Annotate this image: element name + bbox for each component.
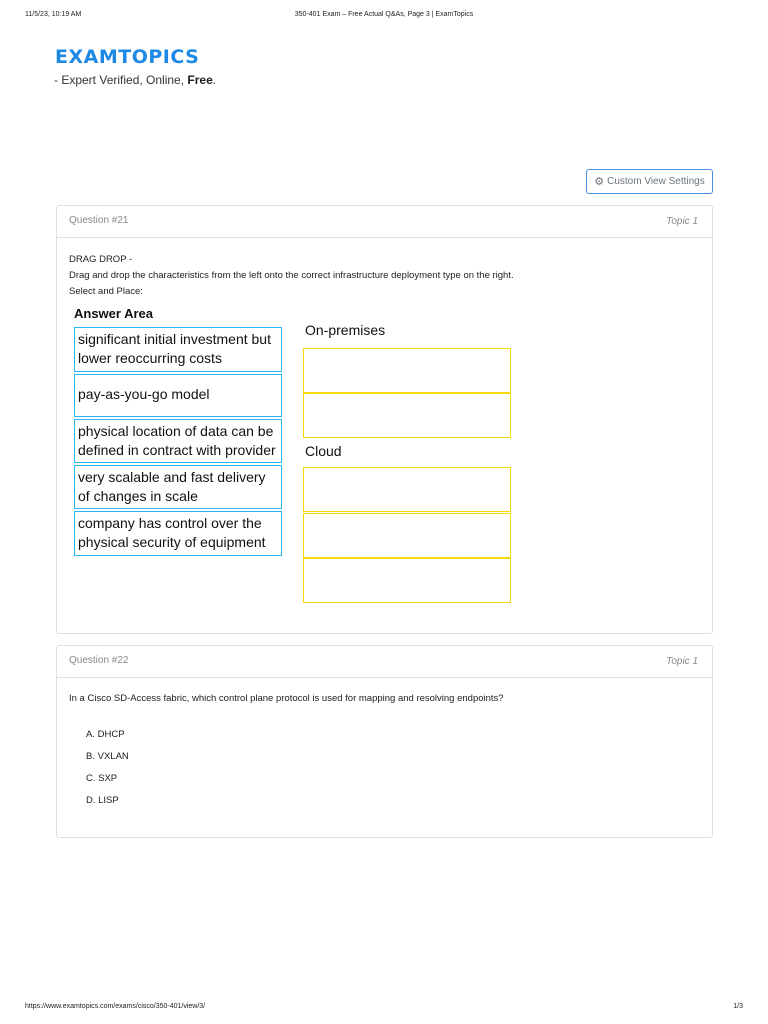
print-page-number: 1/3 [733,1003,743,1010]
drag-item[interactable]: physical location of data can be defined in contract with provider [74,419,282,463]
option-c[interactable]: C. SXP [86,773,118,784]
examtopics-logo[interactable] [55,46,199,68]
print-header [0,11,768,23]
drag-item[interactable]: pay-as-you-go model [74,374,282,417]
custom-view-settings-button[interactable] [586,169,713,194]
question-card-21 [56,205,713,634]
answer-area-title: Answer Area [74,306,153,321]
cloud-heading: Cloud [305,443,342,459]
option-d[interactable]: D. LISP [86,795,119,806]
question-header [57,646,712,678]
gear-icon: ⚙ [594,176,605,188]
print-footer [0,1003,768,1015]
question-number: Question #21 [69,215,129,226]
print-page-title: 350-401 Exam – Free Actual Q&As, Page 3 | ExamTopics [294,11,474,18]
custom-view-settings-label: Custom View Settings [607,176,705,187]
drop-slot[interactable] [303,393,511,438]
drag-item[interactable]: significant initial investment but lower reoccurring costs [74,327,282,372]
question-topic: Topic 1 [666,216,698,227]
option-a[interactable]: A. DHCP [86,729,125,740]
drag-item[interactable]: very scalable and fast delivery of changes in scale [74,465,282,509]
tagline [54,73,216,87]
print-datetime: 11/5/23, 10:19 AM [25,11,82,18]
question-number: Question #22 [69,655,129,666]
answer-options [86,729,129,817]
question-instruction: Drag and drop the characteristics from the left onto the correct infrastructure deployment type on the right. [69,270,514,281]
answer-area-image [74,302,524,608]
drop-slot[interactable] [303,348,511,393]
drop-slot[interactable] [303,513,511,558]
tagline-bold: Free [187,73,213,87]
question-type: DRAG DROP - [69,254,133,265]
question-topic: Topic 1 [666,656,698,667]
tagline-suffix: . [212,73,217,87]
drop-slot[interactable] [303,558,511,603]
on-premises-heading: On-premises [305,322,386,338]
question-header [57,206,712,238]
tagline-prefix: - Expert Verified, Online, [54,73,188,87]
drop-slot[interactable] [303,467,511,512]
print-url[interactable]: https://www.examtopics.com/exams/cisco/350-401/view/3/ [25,1003,206,1010]
option-b[interactable]: B. VXLAN [86,751,129,762]
question-card-22 [56,645,713,838]
select-and-place: Select and Place: [69,286,143,297]
question-stem: In a Cisco SD-Access fabric, which control plane protocol is used for mapping and resolving endpoints? [69,693,504,704]
drag-item[interactable]: company has control over the physical security of equipment [74,511,282,556]
logo-text: EXAMTOPICS [55,46,200,68]
